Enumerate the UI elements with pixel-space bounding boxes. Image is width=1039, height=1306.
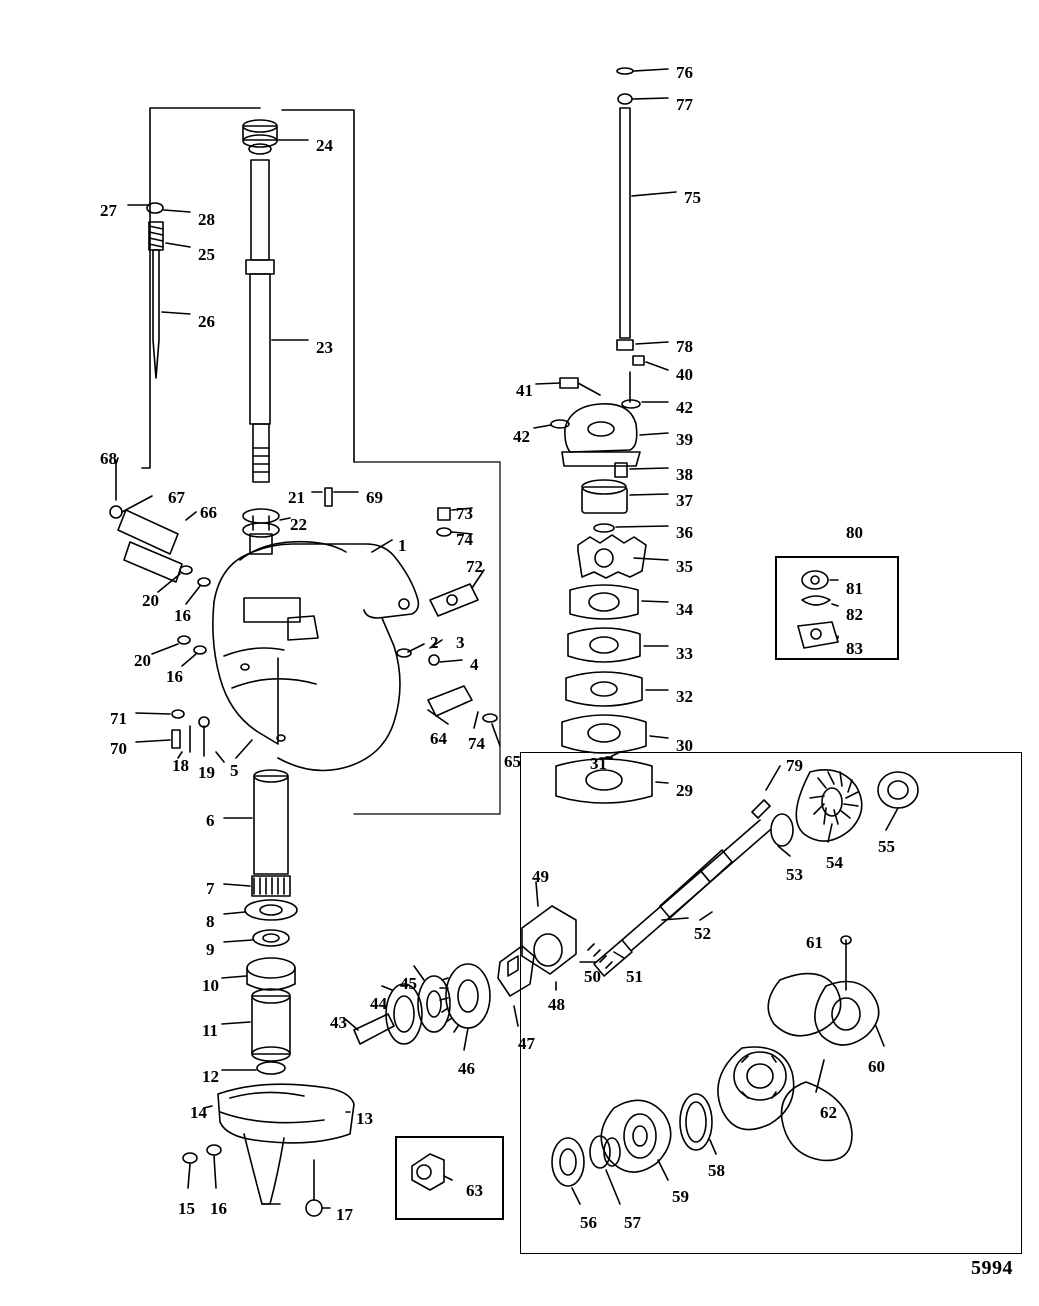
callout-59: 59 xyxy=(672,1187,689,1206)
callout-39: 39 xyxy=(676,430,693,449)
callout-81: 81 xyxy=(846,579,863,598)
part-21-pin xyxy=(325,488,332,506)
callout-20-lower: 20 xyxy=(134,651,151,670)
callout-1: 1 xyxy=(398,536,407,555)
part-72-plate xyxy=(430,584,478,616)
callout-17: 17 xyxy=(336,1205,353,1224)
callout-76: 76 xyxy=(676,63,693,82)
callout-51: 51 xyxy=(626,967,643,986)
part-64-plate xyxy=(428,686,472,716)
callout-10: 10 xyxy=(202,976,219,995)
callout-4: 4 xyxy=(470,655,479,674)
part-23-driveshaft-upper xyxy=(251,160,269,260)
part-43-shaft xyxy=(354,1014,394,1044)
part-22-bearing xyxy=(243,509,279,523)
callout-32: 32 xyxy=(676,687,693,706)
part-24-bearing xyxy=(243,126,277,140)
callout-78: 78 xyxy=(676,337,693,356)
callout-16-bottom: 16 xyxy=(210,1199,227,1218)
inset-80 xyxy=(775,556,899,660)
part-6-sleeve xyxy=(254,776,288,874)
part-33-face-plate xyxy=(568,628,640,662)
callout-66: 66 xyxy=(200,503,217,522)
part-10-bearing xyxy=(247,958,295,978)
callout-13: 13 xyxy=(356,1109,373,1128)
callout-42-left: 42 xyxy=(513,427,530,446)
callout-74-lower: 74 xyxy=(468,734,485,753)
callout-31: 31 xyxy=(590,754,607,773)
part-1-gear-housing-left xyxy=(213,602,278,744)
callout-71: 71 xyxy=(110,709,127,728)
callout-60: 60 xyxy=(868,1057,885,1076)
callout-6: 6 xyxy=(206,811,215,830)
part-30-pump-base xyxy=(562,715,646,753)
part-9-washer xyxy=(253,930,289,946)
part-26-pin xyxy=(153,250,159,378)
callout-8: 8 xyxy=(206,912,215,931)
callout-48: 48 xyxy=(548,995,565,1014)
callout-79: 79 xyxy=(786,756,803,775)
part-67-anode xyxy=(118,510,178,554)
callout-75: 75 xyxy=(684,188,701,207)
callout-58: 58 xyxy=(708,1161,725,1180)
callout-24: 24 xyxy=(316,136,333,155)
callout-34: 34 xyxy=(676,600,693,619)
callout-45: 45 xyxy=(400,974,417,993)
part-76-washer xyxy=(617,68,633,74)
callout-54: 54 xyxy=(826,853,843,872)
part-23-driveshaft xyxy=(250,274,270,424)
part-73-screw xyxy=(438,508,450,520)
callout-11: 11 xyxy=(202,1021,219,1040)
part-11-sleeve xyxy=(252,996,290,1054)
callout-49: 49 xyxy=(532,867,549,886)
part-12-oring xyxy=(257,1062,285,1074)
callout-65: 65 xyxy=(504,752,521,771)
callout-52: 52 xyxy=(694,924,711,943)
callout-37: 37 xyxy=(676,491,693,510)
callout-18: 18 xyxy=(172,756,189,775)
part-44-bearing xyxy=(386,984,422,1044)
callout-67: 67 xyxy=(168,488,185,507)
callout-16: 16 xyxy=(174,606,191,625)
callout-43: 43 xyxy=(330,1013,347,1032)
part-38-key xyxy=(615,463,627,477)
callout-50: 50 xyxy=(584,967,601,986)
callout-23: 23 xyxy=(316,338,333,357)
callout-64: 64 xyxy=(430,729,447,748)
figure-number: 5994 xyxy=(971,1257,1013,1279)
callout-40: 40 xyxy=(676,365,693,384)
callout-73: 73 xyxy=(456,504,473,523)
callout-9: 9 xyxy=(206,940,215,959)
callout-72: 72 xyxy=(466,557,483,576)
callout-33: 33 xyxy=(676,644,693,663)
part-34-gasket xyxy=(570,585,638,619)
callout-74: 74 xyxy=(456,530,473,549)
callout-16-lower: 16 xyxy=(166,667,183,686)
callout-27: 27 xyxy=(100,201,117,220)
callout-25: 25 xyxy=(198,245,215,264)
callout-30: 30 xyxy=(676,736,693,755)
callout-63: 63 xyxy=(466,1181,483,1200)
part-39-pump-body xyxy=(565,404,637,452)
part-8-seal xyxy=(245,900,297,920)
part-77-nut xyxy=(618,94,632,104)
callout-14: 14 xyxy=(190,1103,207,1122)
callout-53: 53 xyxy=(786,865,803,884)
part-32-plate xyxy=(566,672,642,706)
part-45-washer xyxy=(418,976,450,1032)
callout-20: 20 xyxy=(142,591,159,610)
callout-42: 42 xyxy=(676,398,693,417)
callout-19: 19 xyxy=(198,763,215,782)
callout-46: 46 xyxy=(458,1059,475,1078)
callout-35: 35 xyxy=(676,557,693,576)
callout-29: 29 xyxy=(676,781,693,800)
callout-57: 57 xyxy=(624,1213,641,1232)
callout-5: 5 xyxy=(230,761,239,780)
callout-70: 70 xyxy=(110,739,127,758)
callout-21: 21 xyxy=(288,488,305,507)
callout-26: 26 xyxy=(198,312,215,331)
callout-2: 2 xyxy=(430,633,439,652)
part-1-gear-housing-right xyxy=(278,618,400,771)
part-66-trim-tab xyxy=(124,542,182,582)
callout-83: 83 xyxy=(846,639,863,658)
callout-12: 12 xyxy=(202,1067,219,1086)
callout-36: 36 xyxy=(676,523,693,542)
callout-44: 44 xyxy=(370,994,387,1013)
inset-propeller-region xyxy=(520,752,1022,1254)
callout-3: 3 xyxy=(456,633,465,652)
callout-68: 68 xyxy=(100,449,117,468)
callout-55: 55 xyxy=(878,837,895,856)
callout-82: 82 xyxy=(846,605,863,624)
part-75-shift-shaft xyxy=(620,108,630,338)
callout-15: 15 xyxy=(178,1199,195,1218)
part-35-impeller xyxy=(578,535,646,578)
part-36-seal xyxy=(594,524,614,532)
callout-7: 7 xyxy=(206,879,215,898)
callout-41: 41 xyxy=(516,381,533,400)
callout-69: 69 xyxy=(366,488,383,507)
callout-28: 28 xyxy=(198,210,215,229)
callout-47: 47 xyxy=(518,1034,535,1053)
callout-80: 80 xyxy=(846,523,863,542)
callout-62: 62 xyxy=(820,1103,837,1122)
callout-61: 61 xyxy=(806,933,823,952)
inset-63 xyxy=(395,1136,504,1220)
callout-22: 22 xyxy=(290,515,307,534)
part-78-bolt-head xyxy=(617,340,633,350)
callout-38: 38 xyxy=(676,465,693,484)
callout-56: 56 xyxy=(580,1213,597,1232)
callout-77: 77 xyxy=(676,95,693,114)
